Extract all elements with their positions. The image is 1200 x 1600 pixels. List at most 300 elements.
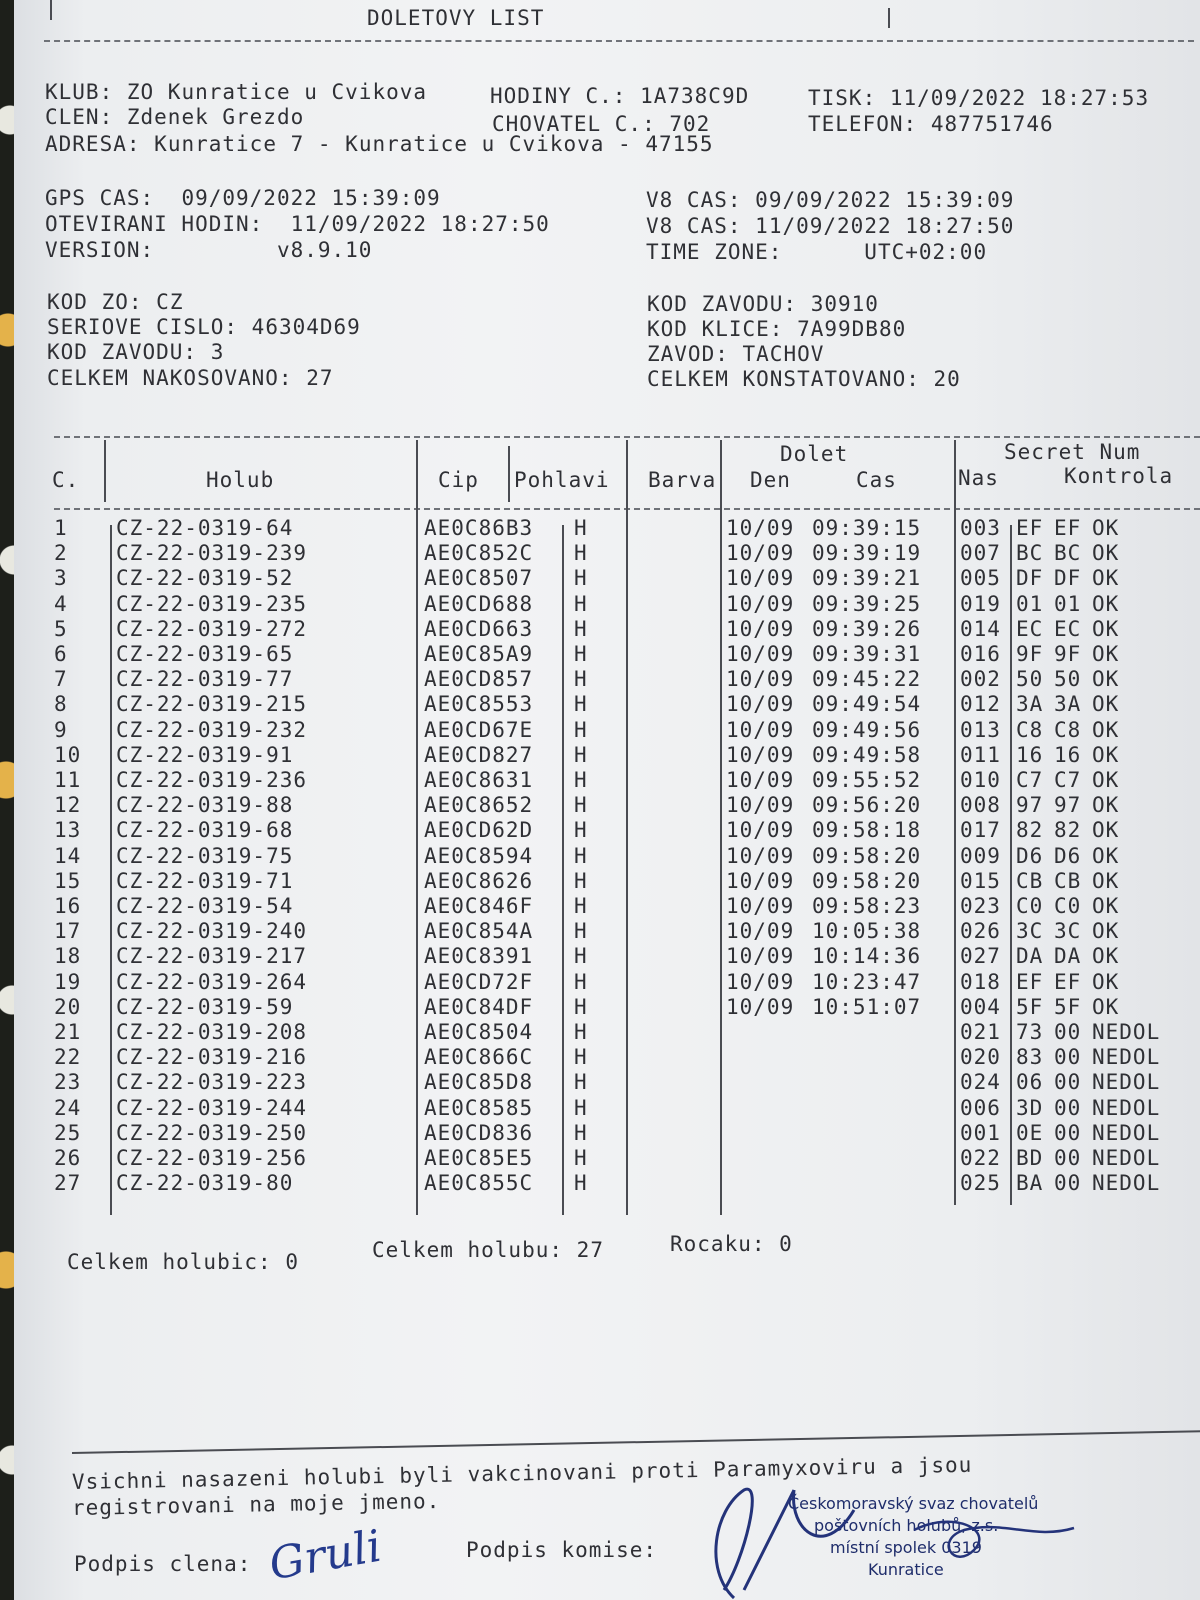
row-num: 00 — [1054, 1120, 1082, 1145]
table-row — [14, 995, 1200, 1020]
row-num: 00 — [1054, 1095, 1082, 1120]
row-kontrola: OK — [1092, 969, 1120, 994]
row-nas: 012 — [960, 692, 1001, 717]
kod-zavodu-right-line — [647, 292, 879, 316]
row-number: 19 — [54, 969, 82, 994]
version-value: v8.9.10 — [276, 238, 373, 262]
celkem-nakosovano-line — [47, 366, 334, 390]
row-cip: AE0C8594 — [424, 843, 534, 868]
row-cas: 09:49:56 — [812, 717, 922, 742]
gps-cas-line — [45, 186, 441, 210]
row-secret: 3D — [1016, 1095, 1044, 1120]
row-num: 00 — [1054, 1020, 1082, 1044]
tisk-label: TISK: — [808, 86, 877, 110]
row-holub: CZ-22-0319-80 — [116, 1171, 294, 1196]
kod-zavodu-left-line — [47, 340, 224, 364]
row-den: 10/09 — [726, 591, 795, 616]
vaccination-statement-2: registrovani na moje jmeno. — [71, 1488, 441, 1520]
row-cas: 10:23:47 — [812, 969, 922, 994]
title-right-bar — [888, 8, 890, 28]
table-row — [14, 869, 1200, 894]
row-nas: 015 — [960, 868, 1001, 893]
otevirani-value: 11/09/2022 18:27:50 — [290, 212, 550, 236]
row-pohlavi: H — [574, 692, 588, 717]
row-number: 17 — [54, 919, 82, 944]
table-row — [14, 944, 1200, 969]
row-secret: C8 — [1016, 717, 1044, 742]
table-row — [14, 617, 1200, 642]
row-cip: AE0C85E5 — [424, 1146, 534, 1170]
stamp-line-2: poštovních holubů, z.s. — [814, 1516, 999, 1535]
row-nas: 021 — [960, 1020, 1001, 1044]
row-cip: AE0CD836 — [424, 1120, 534, 1145]
celkem-nakosovano-value: 27 — [306, 366, 334, 390]
tisk-line — [808, 86, 1149, 110]
zavod-value: TACHOV — [742, 342, 825, 366]
row-pohlavi: H — [574, 516, 588, 540]
klub-label: KLUB: — [45, 80, 114, 104]
table-row — [14, 1020, 1200, 1045]
row-pohlavi: H — [574, 843, 588, 868]
row-number: 14 — [54, 843, 82, 868]
row-holub: CZ-22-0319-244 — [116, 1095, 308, 1120]
row-holub: CZ-22-0319-75 — [116, 843, 294, 868]
kod-zavodu-right-label: KOD ZAVODU: — [647, 292, 798, 316]
row-cip: AE0C8553 — [424, 692, 534, 717]
adresa-line — [45, 132, 714, 156]
row-num: 01 — [1054, 591, 1082, 616]
clen-value: Zdenek Grezdo — [126, 105, 305, 129]
row-secret: BD — [1016, 1146, 1044, 1170]
row-secret: EC — [1016, 616, 1044, 641]
row-cip: AE0C85D8 — [424, 1070, 534, 1095]
table-row — [14, 818, 1200, 843]
version-label: VERSION: — [45, 238, 155, 262]
row-number: 7 — [54, 667, 68, 692]
hodiny-label: HODINY C.: — [490, 84, 627, 108]
rocaku-value: 0 — [779, 1232, 793, 1256]
row-kontrola: OK — [1092, 566, 1120, 591]
table-row — [14, 743, 1200, 768]
row-holub: CZ-22-0319-236 — [116, 768, 308, 792]
row-secret: C7 — [1016, 768, 1044, 792]
v8-cas-2-label: V8 CAS: — [646, 214, 742, 238]
row-pohlavi: H — [574, 1070, 588, 1095]
row-cas: 10:05:38 — [812, 919, 922, 944]
gps-cas-label: GPS CAS: — [45, 186, 155, 210]
stamp-line-1: Českomoravský svaz chovatelů — [788, 1494, 1039, 1513]
kod-zavodu-right-value: 30910 — [810, 292, 879, 316]
row-kontrola: OK — [1092, 717, 1120, 742]
row-kontrola: OK — [1092, 894, 1120, 918]
title-divider — [44, 40, 1194, 42]
row-cip: AE0C8626 — [424, 868, 534, 893]
version-line — [45, 238, 372, 262]
row-number: 3 — [54, 566, 68, 591]
celkem-nakosovano-label: CELKEM NAKOSOVANO: — [47, 366, 293, 390]
row-pohlavi: H — [574, 566, 588, 591]
row-num: 9F — [1054, 642, 1082, 666]
row-kontrola: OK — [1092, 843, 1120, 868]
celkem-holubic-value: 0 — [285, 1250, 299, 1274]
row-holub: CZ-22-0319-264 — [116, 969, 308, 994]
row-nas: 025 — [960, 1171, 1001, 1196]
col-secret-num: Secret Num — [1004, 440, 1141, 464]
sep-cip — [508, 446, 510, 502]
row-nas: 022 — [960, 1146, 1001, 1170]
row-nas: 004 — [960, 994, 1001, 1019]
zavod-line — [647, 342, 824, 366]
row-den: 10/09 — [726, 944, 795, 969]
row-holub: CZ-22-0319-235 — [116, 591, 308, 616]
table-row — [14, 1096, 1200, 1121]
otevirani-line — [45, 212, 550, 236]
adresa-label: ADRESA: — [45, 132, 141, 156]
col-dolet-group: Dolet — [780, 442, 849, 466]
row-nas: 013 — [960, 717, 1001, 742]
title-left-bar — [50, 0, 52, 20]
row-cas: 10:51:07 — [812, 994, 922, 1019]
row-pohlavi: H — [574, 642, 588, 666]
row-nas: 009 — [960, 843, 1001, 868]
row-number: 9 — [54, 717, 68, 742]
telefon-label: TELEFON: — [808, 112, 918, 136]
row-den: 10/09 — [726, 566, 795, 591]
row-pohlavi: H — [574, 667, 588, 692]
table-row — [14, 692, 1200, 717]
col-cip: Cip — [438, 468, 479, 492]
celkem-konstatovano-line — [647, 367, 961, 391]
row-secret: D6 — [1016, 843, 1044, 868]
row-kontrola: OK — [1092, 793, 1120, 818]
row-cas: 09:55:52 — [812, 768, 922, 792]
row-holub: CZ-22-0319-232 — [116, 717, 308, 742]
row-cip: AE0CD857 — [424, 667, 534, 692]
row-cip: AE0CD827 — [424, 742, 534, 767]
row-kontrola: OK — [1092, 692, 1120, 717]
row-kontrola: OK — [1092, 994, 1120, 1019]
table-row — [14, 566, 1200, 591]
col-c: C. — [52, 468, 80, 492]
table-row — [14, 1146, 1200, 1171]
row-cas: 09:58:20 — [812, 843, 922, 868]
row-secret: 16 — [1016, 742, 1044, 767]
table-row — [14, 642, 1200, 667]
row-nas: 007 — [960, 541, 1001, 566]
row-pohlavi: H — [574, 969, 588, 994]
row-secret: EF — [1016, 969, 1044, 994]
row-kontrola: NEDOL — [1092, 1171, 1161, 1196]
col-nas: Nas — [958, 466, 999, 490]
v8-cas-2-line — [646, 214, 1014, 238]
row-number: 26 — [54, 1146, 82, 1170]
time-zone-line — [646, 240, 987, 264]
col-cas: Cas — [856, 468, 897, 492]
row-num: C7 — [1054, 768, 1082, 792]
row-cip: AE0C84DF — [424, 994, 534, 1019]
row-num: BC — [1054, 541, 1082, 566]
row-holub: CZ-22-0319-223 — [116, 1070, 308, 1095]
table-row — [14, 844, 1200, 869]
row-secret: DA — [1016, 944, 1044, 969]
row-nas: 027 — [960, 944, 1001, 969]
otevirani-label: OTEVIRANI HODIN: — [45, 212, 264, 236]
row-nas: 018 — [960, 969, 1001, 994]
v8-cas-1-line — [646, 188, 1014, 212]
row-secret: EF — [1016, 516, 1044, 540]
row-kontrola: NEDOL — [1092, 1070, 1161, 1095]
kod-klice-value: 7A99DB80 — [797, 317, 907, 341]
row-nas: 003 — [960, 516, 1001, 540]
row-secret: 5F — [1016, 994, 1044, 1019]
row-number: 25 — [54, 1120, 82, 1145]
row-den: 10/09 — [726, 616, 795, 641]
row-secret: 83 — [1016, 1045, 1044, 1070]
row-nas: 005 — [960, 566, 1001, 591]
v8-cas-1-label: V8 CAS: — [646, 188, 742, 212]
row-num: 82 — [1054, 818, 1082, 843]
row-secret: 3A — [1016, 692, 1044, 717]
rocaku-label: Rocaku: — [670, 1232, 766, 1256]
row-cip: AE0CD67E — [424, 717, 534, 742]
table-row — [14, 1070, 1200, 1095]
row-pohlavi: H — [574, 818, 588, 843]
row-den: 10/09 — [726, 843, 795, 868]
row-secret: 82 — [1016, 818, 1044, 843]
kod-zavodu-left-label: KOD ZAVODU: — [47, 340, 198, 364]
row-nas: 008 — [960, 793, 1001, 818]
row-kontrola: OK — [1092, 742, 1120, 767]
row-number: 6 — [54, 642, 68, 666]
row-kontrola: OK — [1092, 541, 1120, 566]
row-holub: CZ-22-0319-68 — [116, 818, 294, 843]
seriove-cislo-label: SERIOVE CISLO: — [47, 315, 239, 339]
row-holub: CZ-22-0319-216 — [116, 1045, 308, 1070]
row-cas: 09:39:19 — [812, 541, 922, 566]
row-secret: DF — [1016, 566, 1044, 591]
row-cas: 09:39:15 — [812, 516, 922, 540]
stamp-line-4: Kunratice — [868, 1560, 944, 1579]
chovatel-label: CHOVATEL C.: — [492, 112, 656, 136]
row-cas: 09:58:18 — [812, 818, 922, 843]
footer-rule — [72, 1430, 1200, 1454]
row-holub: CZ-22-0319-256 — [116, 1146, 308, 1170]
row-nas: 002 — [960, 667, 1001, 692]
kod-zavodu-left-value: 3 — [210, 340, 225, 364]
row-nas: 026 — [960, 919, 1001, 944]
row-nas: 019 — [960, 591, 1001, 616]
kod-zo-line — [47, 290, 183, 314]
row-cip: AE0C852C — [424, 541, 534, 566]
row-secret: 73 — [1016, 1020, 1044, 1044]
klub-value: ZO Kunratice u Cvikova — [126, 80, 428, 104]
celkem-konstatovano-label: CELKEM KONSTATOVANO: — [647, 367, 920, 391]
row-nas: 006 — [960, 1095, 1001, 1120]
row-den: 10/09 — [726, 742, 795, 767]
row-holub: CZ-22-0319-272 — [116, 616, 308, 641]
table-row — [14, 919, 1200, 944]
row-kontrola: NEDOL — [1092, 1020, 1161, 1044]
row-pohlavi: H — [574, 894, 588, 918]
kod-zo-label: KOD ZO: — [47, 290, 143, 314]
row-num: C0 — [1054, 894, 1082, 918]
row-cas: 09:39:25 — [812, 591, 922, 616]
row-kontrola: OK — [1092, 868, 1120, 893]
row-number: 24 — [54, 1095, 82, 1120]
row-number: 4 — [54, 591, 68, 616]
seriove-cislo-value: 46304D69 — [251, 315, 361, 339]
table-row — [14, 894, 1200, 919]
row-den: 10/09 — [726, 793, 795, 818]
hodiny-value: 1A738C9D — [640, 84, 750, 108]
row-cas: 09:45:22 — [812, 667, 922, 692]
row-num: DA — [1054, 944, 1082, 969]
table-row — [14, 667, 1200, 692]
row-holub: CZ-22-0319-208 — [116, 1020, 308, 1044]
row-pohlavi: H — [574, 541, 588, 566]
row-holub: CZ-22-0319-52 — [116, 566, 294, 591]
member-signature: Gruli — [265, 1520, 386, 1591]
row-holub: CZ-22-0319-65 — [116, 642, 294, 666]
row-pohlavi: H — [574, 591, 588, 616]
clen-line — [45, 105, 304, 129]
row-pohlavi: H — [574, 768, 588, 792]
row-kontrola: OK — [1092, 616, 1120, 641]
row-secret: 97 — [1016, 793, 1044, 818]
document-title: DOLETOVY LIST — [367, 6, 545, 30]
col-barva: Barva — [648, 468, 717, 492]
rocaku — [670, 1232, 793, 1256]
row-cip: AE0C8391 — [424, 944, 534, 969]
row-den: 10/09 — [726, 717, 795, 742]
row-secret: BC — [1016, 541, 1044, 566]
row-cip: AE0C8585 — [424, 1095, 534, 1120]
row-pohlavi: H — [574, 793, 588, 818]
row-kontrola: OK — [1092, 944, 1120, 969]
row-nas: 024 — [960, 1070, 1001, 1095]
sep-c — [104, 440, 106, 502]
row-secret: 3C — [1016, 919, 1044, 944]
row-cip: AE0C86B3 — [424, 516, 534, 540]
row-holub: CZ-22-0319-54 — [116, 894, 294, 918]
col-holub: Holub — [206, 468, 275, 492]
row-cas: 09:39:21 — [812, 566, 922, 591]
table-row — [14, 1171, 1200, 1196]
row-num: 00 — [1054, 1045, 1082, 1070]
row-number: 11 — [54, 768, 82, 792]
row-num: EF — [1054, 516, 1082, 540]
row-den: 10/09 — [726, 692, 795, 717]
row-cip: AE0CD62D — [424, 818, 534, 843]
row-cip: AE0CD72F — [424, 969, 534, 994]
row-cip: AE0C855C — [424, 1171, 534, 1196]
row-nas: 014 — [960, 616, 1001, 641]
row-kontrola: OK — [1092, 768, 1120, 792]
row-den: 10/09 — [726, 868, 795, 893]
row-kontrola: NEDOL — [1092, 1146, 1161, 1170]
row-kontrola: OK — [1092, 919, 1120, 944]
row-cip: AE0C866C — [424, 1045, 534, 1070]
row-pohlavi: H — [574, 1146, 588, 1170]
row-kontrola: NEDOL — [1092, 1045, 1161, 1070]
row-cas: 09:39:26 — [812, 616, 922, 641]
row-cip: AE0C8631 — [424, 768, 534, 792]
row-num: EF — [1054, 969, 1082, 994]
row-cas: 09:58:23 — [812, 894, 922, 918]
row-number: 22 — [54, 1045, 82, 1070]
celkem-konstatovano-value: 20 — [933, 367, 961, 391]
row-den: 10/09 — [726, 516, 795, 540]
row-den: 10/09 — [726, 541, 795, 566]
row-num: 3A — [1054, 692, 1082, 717]
row-secret: 50 — [1016, 667, 1044, 692]
row-num: 00 — [1054, 1171, 1082, 1196]
row-number: 13 — [54, 818, 82, 843]
row-cip: AE0C8507 — [424, 566, 534, 591]
hodiny-line — [490, 84, 749, 108]
celkem-holubic-label: Celkem holubic: — [67, 1250, 272, 1274]
row-cip: AE0CD663 — [424, 616, 534, 641]
row-num: EC — [1054, 616, 1082, 641]
table-row — [14, 970, 1200, 995]
row-nas: 010 — [960, 768, 1001, 792]
tisk-value: 11/09/2022 18:27:53 — [889, 86, 1150, 110]
row-nas: 001 — [960, 1120, 1001, 1145]
telefon-line — [808, 112, 1054, 136]
row-holub: CZ-22-0319-77 — [116, 667, 294, 692]
row-cip: AE0CD688 — [424, 591, 534, 616]
celkem-holubu-label: Celkem holubu: — [372, 1238, 564, 1262]
klub-line — [45, 80, 427, 104]
row-cas: 09:49:54 — [812, 692, 922, 717]
row-cip: AE0C8652 — [424, 793, 534, 818]
row-number: 23 — [54, 1070, 82, 1095]
row-nas: 023 — [960, 894, 1001, 918]
table-row — [14, 1045, 1200, 1070]
row-num: 50 — [1054, 667, 1082, 692]
row-secret: 01 — [1016, 591, 1044, 616]
celkem-holubu — [372, 1238, 604, 1262]
row-pohlavi: H — [574, 919, 588, 944]
row-holub: CZ-22-0319-88 — [116, 793, 294, 818]
row-number: 16 — [54, 894, 82, 918]
row-number: 8 — [54, 692, 68, 717]
row-holub: CZ-22-0319-215 — [116, 692, 308, 717]
row-num: 5F — [1054, 994, 1082, 1019]
row-holub: CZ-22-0319-240 — [116, 919, 308, 944]
row-num: D6 — [1054, 843, 1082, 868]
row-cas: 09:39:31 — [812, 642, 922, 666]
row-holub: CZ-22-0319-239 — [116, 541, 308, 566]
row-den: 10/09 — [726, 642, 795, 666]
row-holub: CZ-22-0319-217 — [116, 944, 308, 969]
table-row — [14, 793, 1200, 818]
row-number: 1 — [54, 516, 68, 540]
row-num: C8 — [1054, 717, 1082, 742]
row-pohlavi: H — [574, 994, 588, 1019]
v8-cas-2-value: 11/09/2022 18:27:50 — [755, 214, 1015, 238]
kod-klice-line — [647, 317, 906, 341]
row-num: DF — [1054, 566, 1082, 591]
row-den: 10/09 — [726, 994, 795, 1019]
row-cip: AE0C854A — [424, 919, 534, 944]
row-nas: 016 — [960, 642, 1001, 666]
telefon-value: 487751746 — [930, 112, 1054, 136]
gps-cas-value: 09/09/2022 15:39:09 — [181, 186, 441, 210]
commission-signature — [674, 1470, 1114, 1600]
table-top-rule — [54, 436, 1200, 438]
row-num: 16 — [1054, 742, 1082, 767]
